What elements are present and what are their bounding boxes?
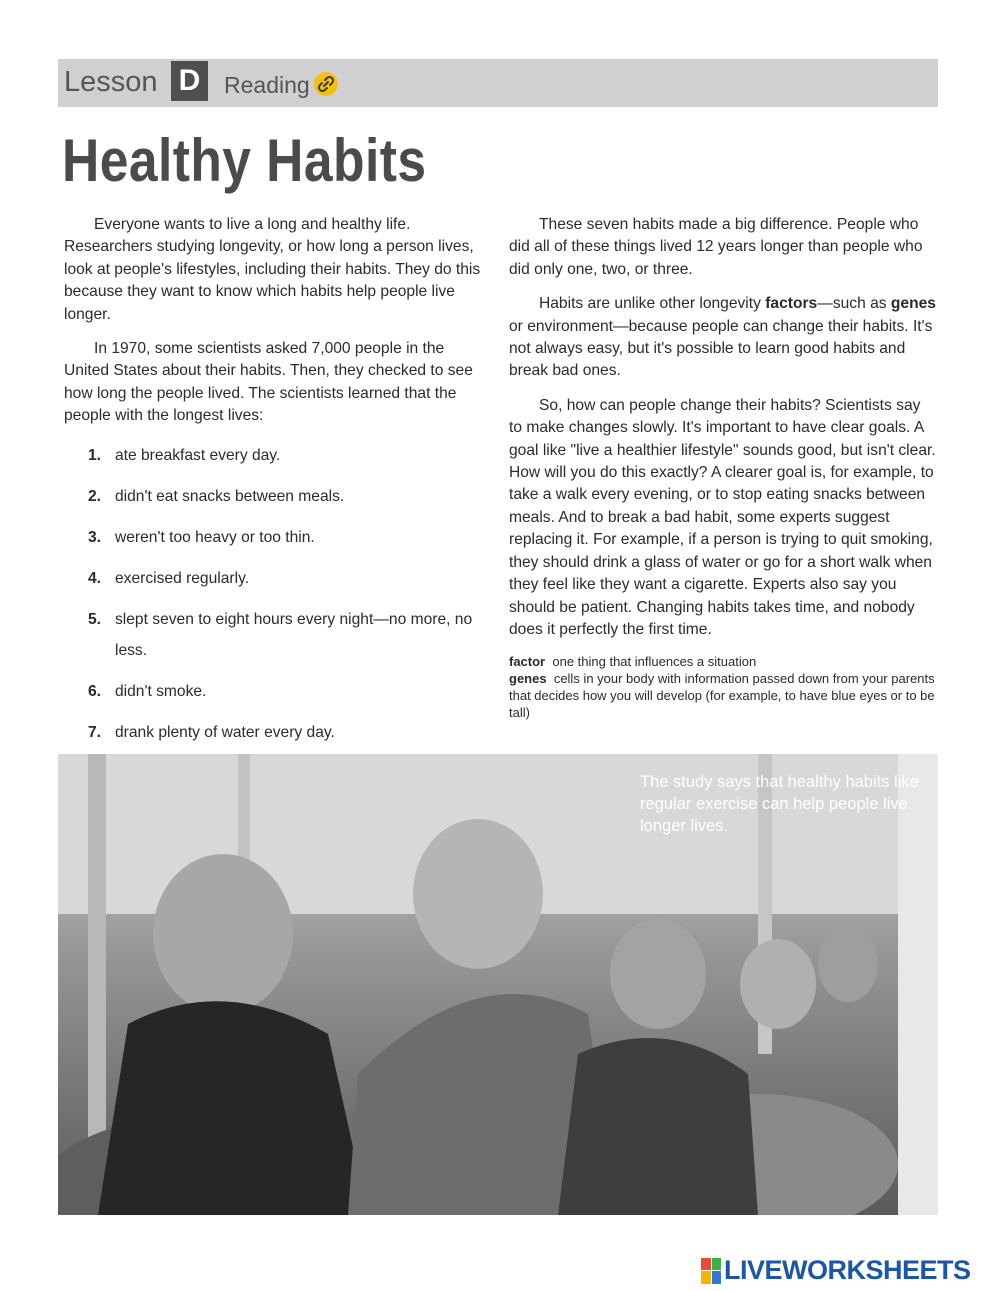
list-text: slept seven to eight hours every night—no more, no less. <box>115 610 473 660</box>
change-habits-paragraph: So, how can people change their habits? Scientists say to make changes slowly. It's important to have clear goals. A goal like "live a healthier lifestyle" sounds good, but isn't clear. How will you do this exactly? A clearer goal is, for example, to take a walk every evening, or to stop eating snacks between meals. And to break a bad habit, some experts suggest replacing it. For example, if a person is trying to quit smoking, they should drink a glass of water or go for a short walk when they feel like they want a cigarette. Experts also say you should be patient. Changing habits takes time, and nobody does it perfectly the first time. <box>509 396 936 638</box>
glossary-definition: cells in your body with information passed down from your parents that decides how you will develop (for example, to have blue eyes or to be tall) <box>509 671 935 721</box>
text-run: Habits are unlike other longevity <box>539 295 766 313</box>
list-text: drank plenty of water every day. <box>115 724 335 742</box>
text-run: —such as <box>817 295 891 313</box>
glossary-term: factor <box>509 654 546 670</box>
list-text: ate breakfast every day. <box>115 446 281 464</box>
factors-paragraph <box>509 293 937 383</box>
list-number: 7. <box>88 724 102 742</box>
left-column <box>64 214 484 758</box>
list-number: 6. <box>88 683 102 701</box>
list-item <box>88 604 484 667</box>
list-text: didn't eat snacks between meals. <box>115 487 345 505</box>
logo-blocks-icon <box>701 1258 721 1284</box>
section-label: Reading <box>224 72 310 98</box>
list-number: 4. <box>88 569 102 587</box>
glossary-term-factors: factors <box>765 295 818 313</box>
lesson-header-bar <box>58 59 938 107</box>
glossary-term: genes <box>509 671 547 687</box>
list-item <box>88 481 484 513</box>
page-title: Healthy Habits <box>62 127 427 194</box>
glossary <box>509 653 937 721</box>
list-number: 2. <box>88 487 102 505</box>
intro-paragraph: Everyone wants to live a long and healthy life. Researchers studying longevity, or how long a person lives, look at people's lifestyles, including their habits. They do this because they want to know which habits help people live longer. <box>64 216 481 323</box>
list-item <box>88 717 484 749</box>
list-item <box>88 522 484 554</box>
list-text: exercised regularly. <box>115 569 250 587</box>
list-item <box>88 440 484 472</box>
study-paragraph: In 1970, some scientists asked 7,000 people in the United States about their habits. Then, they checked to see how long the people lived. The scientists learned that the people with the longest lives: <box>64 340 473 425</box>
glossary-entry <box>509 653 937 670</box>
logo-text: LIVEWORKSHEETS <box>724 1255 971 1285</box>
list-number: 3. <box>88 528 102 546</box>
text-run: or environment—because people can change their habits. It's not always easy, but it's possible to learn good habits and break bad ones. <box>509 317 933 380</box>
list-item <box>88 563 484 595</box>
lesson-letter-badge: D <box>171 61 208 101</box>
difference-paragraph: These seven habits made a big difference. People who did all of these things lived 12 years longer than people who did only one, two, or three. <box>509 216 923 278</box>
lesson-label: Lesson <box>64 66 158 98</box>
photo-caption: The study says that healthy habits like regular exercise can help people live longer lives. <box>640 773 919 835</box>
habits-list <box>64 440 484 749</box>
right-column <box>509 214 937 721</box>
list-number: 5. <box>88 610 102 628</box>
glossary-term-genes: genes <box>890 295 936 313</box>
glossary-definition: one thing that influences a situation <box>552 654 757 670</box>
glossary-entry <box>509 670 937 721</box>
link-icon <box>314 72 338 96</box>
list-item <box>88 676 484 708</box>
list-text: weren't too heavy or too thin. <box>115 528 315 546</box>
list-text: didn't smoke. <box>115 683 207 701</box>
liveworksheets-logo <box>701 1255 971 1286</box>
list-number: 1. <box>88 446 102 464</box>
